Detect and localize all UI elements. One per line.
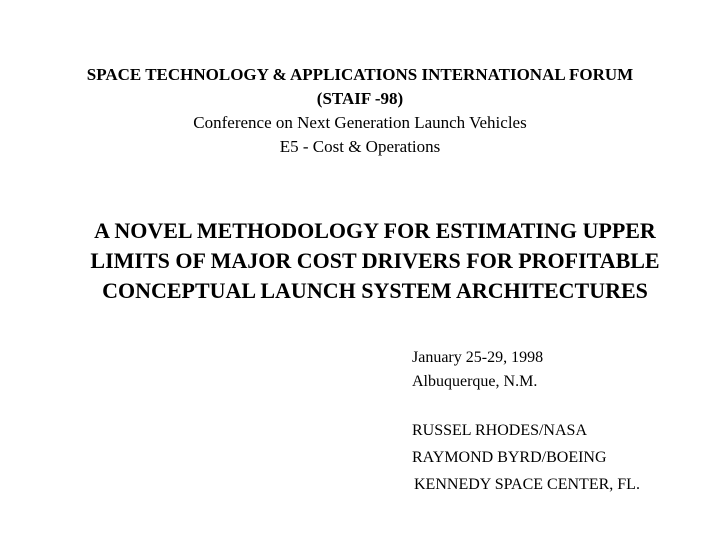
title-line-1: A NOVEL METHODOLOGY FOR ESTIMATING UPPER	[94, 218, 656, 243]
title-line-2: LIMITS OF MAJOR COST DRIVERS FOR PROFITABLE	[90, 248, 660, 273]
forum-acronym: (STAIF -98)	[316, 89, 404, 108]
conference-name: Conference on Next Generation Launch Vehicles	[193, 113, 527, 132]
author-2: RAYMOND BYRD/BOEING	[412, 449, 607, 466]
organization: KENNEDY SPACE CENTER, FL.	[414, 476, 640, 493]
session-name: E5 - Cost & Operations	[279, 137, 441, 156]
presentation-location: Albuquerque, N.M.	[412, 373, 538, 390]
author-1: RUSSEL RHODES/NASA	[412, 422, 587, 439]
paper-title	[0, 216, 720, 306]
presentation-date: January 25-29, 1998	[412, 349, 544, 366]
conference-header	[0, 63, 720, 159]
title-line-3: CONCEPTUAL LAUNCH SYSTEM ARCHITECTURES	[102, 278, 648, 303]
forum-name: SPACE TECHNOLOGY & APPLICATIONS INTERNATIONAL FORUM	[86, 65, 634, 84]
